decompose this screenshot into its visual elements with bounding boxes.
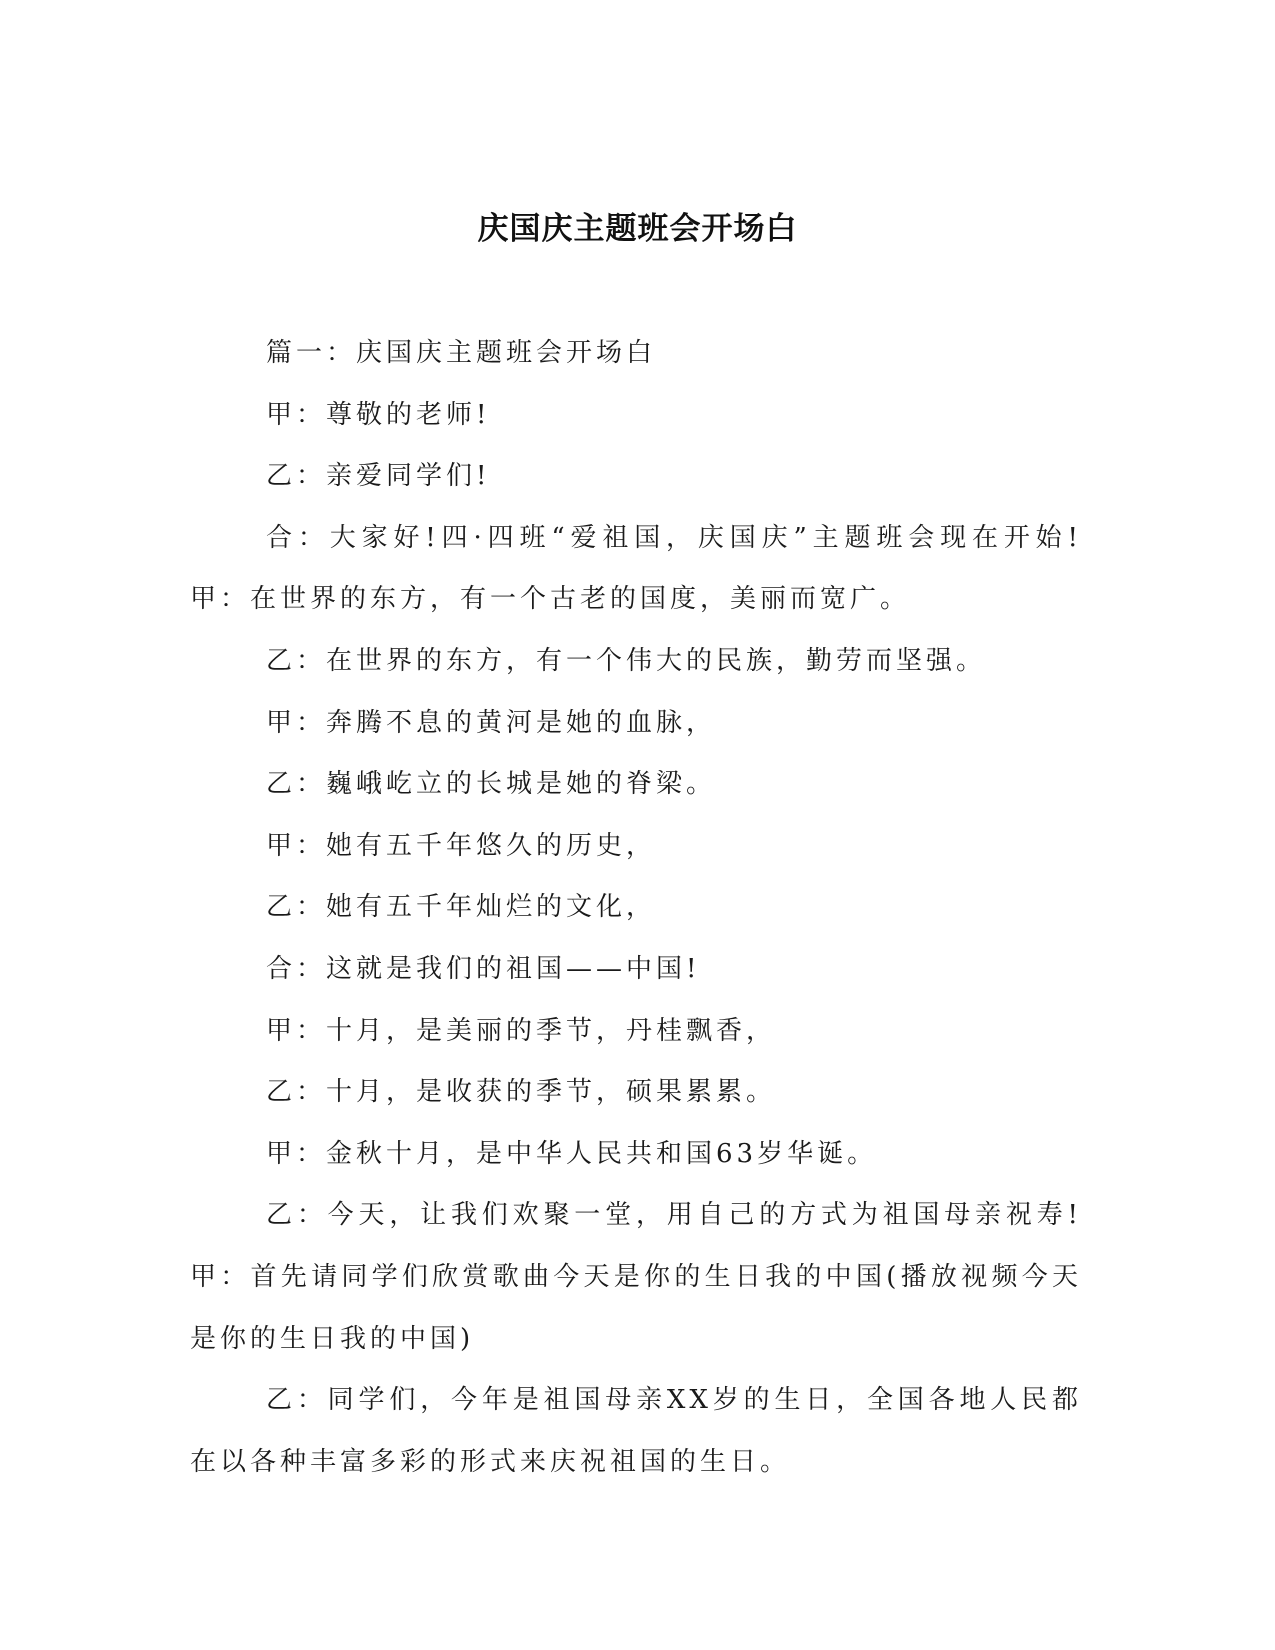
paragraph: 乙：十月，是收获的季节，硕果累累。 (266, 1077, 777, 1108)
paragraph-section-heading: 篇一：庆国庆主题班会开场白 (266, 338, 657, 368)
paragraph: 甲：十月，是美丽的季节，丹桂飘香， (266, 1015, 777, 1046)
paragraph: 乙：同学们，今年是祖国母亲XX岁的生日，全国各地人民都在以各种丰富多彩的形式来庆祝祖国的生日。 (190, 1385, 1082, 1477)
paragraph: 甲：尊敬的老师! (266, 399, 491, 430)
paragraph: 合：这就是我们的祖国——中国! (266, 953, 701, 984)
paragraph: 合：大家好!四·四班“爱祖国，庆国庆”主题班会现在开始!甲：在世界的东方，有一个古老的国度，美丽而宽广。 (190, 522, 1082, 615)
document-title: 庆国庆主题班会开场白 (477, 211, 798, 247)
paragraph: 乙：她有五千年灿烂的文化， (266, 892, 657, 923)
paragraph: 甲：金秋十月，是中华人民共和国63岁华诞。 (266, 1138, 878, 1169)
document-body (190, 323, 1082, 1493)
paragraph: 甲：她有五千年悠久的历史， (266, 830, 657, 861)
paragraph: 乙：亲爱同学们! (266, 461, 491, 492)
paragraph: 乙：在世界的东方，有一个伟大的民族，勤劳而坚强。 (266, 645, 987, 676)
paragraph: 乙：巍峨屹立的长城是她的脊梁。 (266, 769, 717, 800)
paragraph: 甲：奔腾不息的黄河是她的血脉， (266, 707, 717, 738)
paragraph: 乙：今天，让我们欢聚一堂，用自己的方式为祖国母亲祝寿!甲：首先请同学们欣赏歌曲今天是你的生日我的中国(播放视频今天是你的生日我的中国) (190, 1200, 1082, 1354)
